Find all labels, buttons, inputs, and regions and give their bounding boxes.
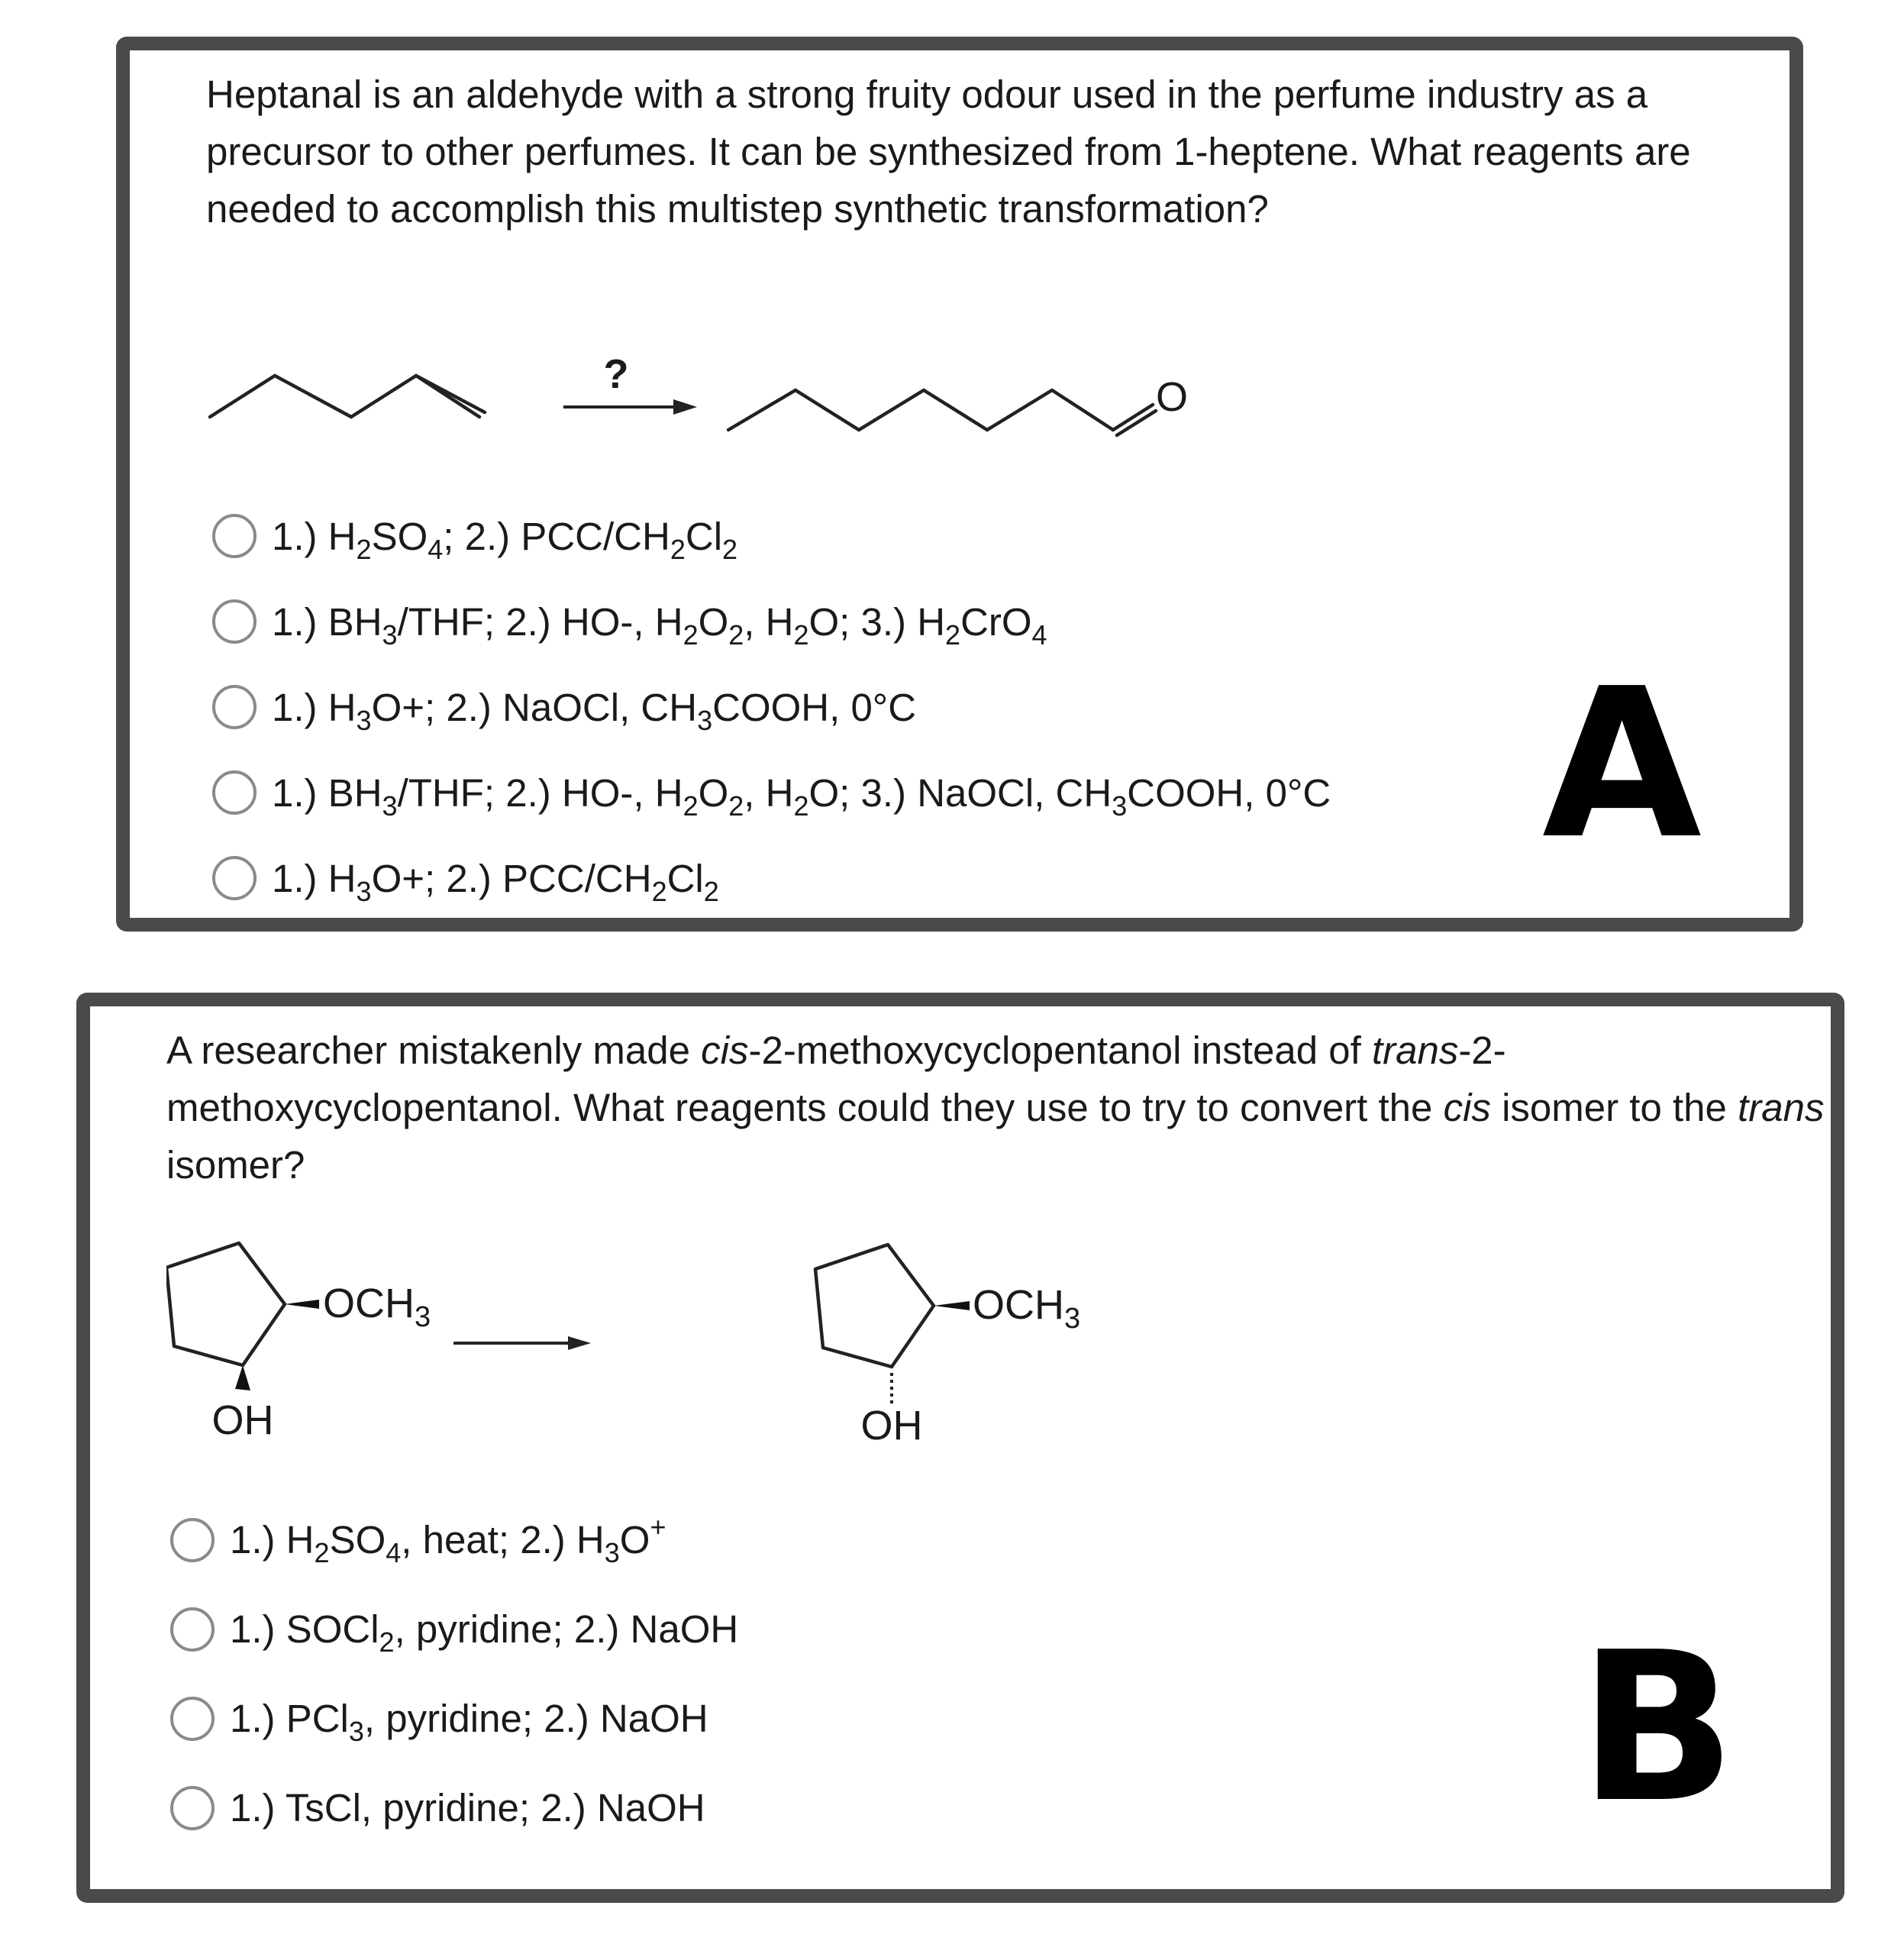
text-segment: O+; 2.) NaOCl, CH: [371, 685, 698, 729]
option-label: [272, 856, 719, 907]
text-segment: isomer?: [166, 1143, 305, 1187]
text-segment: 1.) H: [272, 514, 357, 558]
answer-a-option-1[interactable]: [212, 493, 1331, 579]
question-panel-b: [76, 993, 1844, 1903]
text-segment: , heat; 2.) H: [401, 1518, 605, 1562]
answer-a-option-4[interactable]: [212, 750, 1331, 835]
text-segment: 3: [697, 704, 713, 736]
text-segment: ; 2.) PCC/CH: [443, 514, 670, 558]
radio-button[interactable]: [212, 685, 257, 729]
text-segment: , H: [744, 770, 794, 815]
text-segment: /THF; 2.) HO-, H: [397, 770, 683, 815]
option-label: [272, 599, 1047, 651]
answer-b-option-3[interactable]: [170, 1674, 738, 1763]
radio-button[interactable]: [212, 770, 257, 815]
text-segment: A researcher mistakenly made: [166, 1029, 702, 1072]
text-segment: 2: [651, 875, 667, 907]
reactant-cyclopentane-ring: [166, 1243, 285, 1365]
text-segment: 3: [1112, 790, 1128, 822]
answer-options-b: [170, 1495, 738, 1852]
answer-b-option-1[interactable]: [170, 1495, 738, 1584]
text-segment: -2-methoxycyclopentanol. What reagents could they use to try to convert the: [166, 1029, 1506, 1129]
reactant-1-heptene: [210, 376, 485, 417]
text-segment: 1.) PCl: [230, 1697, 349, 1740]
text-segment: 1.) H: [272, 856, 357, 900]
text-segment: COOH, 0°C: [712, 685, 917, 729]
radio-button[interactable]: [170, 1786, 215, 1830]
reaction-scheme-a: [206, 279, 1657, 509]
text-segment: Cl: [685, 514, 723, 558]
answer-a-option-3[interactable]: [212, 664, 1331, 750]
question-panel-a: [116, 37, 1803, 932]
text-segment: CrO: [960, 599, 1032, 644]
carbonyl-oxygen: O: [1155, 374, 1189, 420]
text-segment: 1.) SOCl: [230, 1607, 379, 1651]
reaction-scheme-b: [166, 1205, 1235, 1510]
text-segment: 2: [728, 618, 744, 651]
text-segment: 1.) TsCl, pyridine; 2.) NaOH: [230, 1786, 705, 1830]
option-label: [230, 1785, 705, 1830]
option-label: [230, 1696, 708, 1747]
text-segment: 4: [386, 1537, 402, 1568]
answer-b-option-2[interactable]: [170, 1584, 738, 1674]
text-segment: 3: [348, 1716, 364, 1747]
text-segment: , H: [744, 599, 794, 644]
answer-a-option-5[interactable]: [212, 835, 1331, 921]
text-segment: /THF; 2.) HO-, H: [397, 599, 683, 644]
text-segment: cis: [1443, 1086, 1491, 1129]
reactant-methoxy-label: $OCH_3$: [323, 1281, 431, 1333]
text-segment: 2: [683, 618, 699, 651]
text-segment: cis: [701, 1029, 749, 1072]
text-segment: 1.) BH: [272, 599, 382, 644]
text-segment: O: [698, 770, 729, 815]
panel-letter-b: B: [1579, 1607, 1736, 1848]
text-segment: 1.) BH: [272, 770, 382, 815]
text-segment: O; 3.) H: [808, 599, 946, 644]
text-segment: 2: [945, 618, 961, 651]
text-segment: O; 3.) NaOCl, CH: [808, 770, 1112, 815]
text-segment: 2: [728, 790, 744, 822]
question-text-b: [166, 1022, 1831, 1193]
text-segment: trans: [1371, 1029, 1459, 1072]
radio-button[interactable]: [212, 514, 257, 558]
answer-b-option-4[interactable]: [170, 1763, 738, 1852]
option-label: [272, 685, 917, 736]
option-label: [230, 1607, 739, 1658]
product-heptanal: [728, 390, 1156, 435]
text-segment: , pyridine; 2.) NaOH: [363, 1697, 708, 1740]
radio-button[interactable]: [212, 599, 257, 644]
text-segment: 2: [670, 533, 686, 565]
radio-button[interactable]: [170, 1607, 215, 1652]
wedge-bond-och3: [285, 1300, 319, 1309]
text-segment: 4: [1031, 618, 1047, 651]
text-segment: -2-methoxycyclopentanol instead of: [748, 1029, 1372, 1072]
text-segment: 2: [722, 533, 738, 565]
text-segment: +: [650, 1511, 666, 1542]
text-segment: O+; 2.) PCC/CH: [371, 856, 652, 900]
text-segment: 2: [356, 533, 372, 565]
arrow-label: ?: [603, 351, 629, 397]
text-segment: 3: [382, 618, 398, 651]
text-segment: COOH, 0°C: [1127, 770, 1331, 815]
text-segment: 3: [382, 790, 398, 822]
text-segment: 4: [428, 533, 444, 565]
product-cyclopentane-ring: [815, 1245, 934, 1367]
text-segment: 3: [356, 875, 372, 907]
product-hydroxyl-label: OH: [860, 1403, 923, 1448]
text-segment: SO: [329, 1518, 386, 1562]
option-label: [230, 1511, 666, 1568]
text-segment: 3: [356, 704, 372, 736]
reaction-arrow-b: [453, 1336, 591, 1350]
text-segment: 2: [793, 790, 809, 822]
text-segment: 3: [604, 1537, 620, 1568]
wedge-bond-product-och3: [934, 1301, 970, 1310]
text-segment: 2: [314, 1537, 330, 1568]
panel-letter-a: A: [1542, 644, 1702, 884]
text-segment: 2: [379, 1626, 395, 1658]
radio-button[interactable]: [170, 1518, 215, 1562]
text-segment: O: [619, 1518, 650, 1562]
text-segment: O: [698, 599, 729, 644]
option-label: [272, 770, 1331, 822]
reaction-arrow-a: [563, 399, 697, 415]
radio-button[interactable]: [170, 1697, 215, 1741]
text-segment: , pyridine; 2.) NaOH: [394, 1607, 739, 1651]
question-text-a: Heptanal is an aldehyde with a strong fruity odour used in the perfume industry as a precursor to other perfumes. It can be synthesized from 1-heptene. What reagents are needed to accomplish this multistep synthetic transformation?: [206, 73, 1691, 231]
text-segment: SO: [371, 514, 428, 558]
reactant-hydroxyl-label: OH: [211, 1397, 274, 1443]
text-segment: 1.) H: [230, 1518, 315, 1562]
product-methoxy-label: $OCH_3$: [973, 1282, 1081, 1335]
answer-a-option-2[interactable]: [212, 579, 1331, 664]
text-segment: 2: [703, 875, 719, 907]
text-segment: trans: [1738, 1086, 1825, 1129]
wedge-bond-oh: [235, 1365, 250, 1390]
text-segment: 2: [793, 618, 809, 651]
text-segment: 2: [683, 790, 699, 822]
text-segment: Cl: [666, 856, 704, 900]
option-label: [272, 514, 738, 565]
text-segment: 1.) H: [272, 685, 357, 729]
answer-options-a: [212, 493, 1331, 921]
radio-button[interactable]: [212, 856, 257, 900]
text-segment: isomer to the: [1490, 1086, 1738, 1129]
